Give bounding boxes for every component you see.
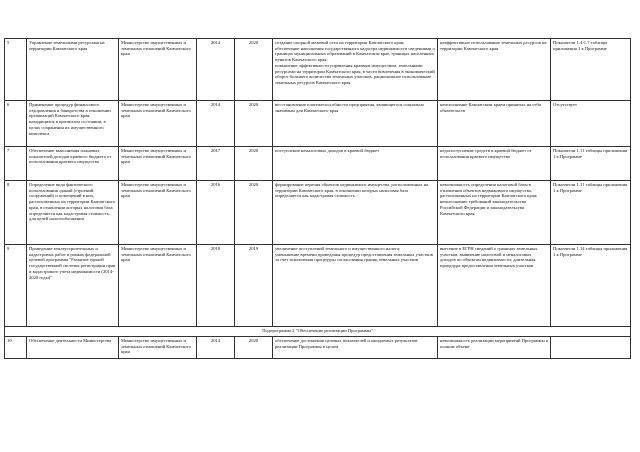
table-row — [5, 181, 631, 245]
non-implementation-consequences: неэффективное использование земельных ресурсов на территории Камчатского края — [438, 39, 551, 101]
end-year: 2020 — [235, 39, 273, 101]
program-measures-table — [4, 38, 631, 359]
non-implementation-consequences: недопоступление средств в краевой бюджет от использования краевого имущества — [438, 147, 551, 181]
expected-result: поступление неналоговых доходов в краевой бюджет — [273, 147, 438, 181]
row-number: 9 — [5, 245, 27, 327]
subprogram-row — [5, 327, 631, 337]
indicator-link: Показатели 1.11 таблицы приложения 1 к Программе — [551, 181, 631, 245]
table-row — [5, 39, 631, 101]
executor: Министерство имущественных и земельных отношений Камчатского края — [119, 147, 197, 181]
table-row — [5, 147, 631, 181]
measure-name: Определение вида фактического использования зданий (строений, сооружений) и помещений в них, расположенных на территории Камчатского края, в отношении которых налоговая база определяется как кадастровая стоимость, для целей налогообложения — [27, 181, 119, 245]
end-year: 2020 — [235, 101, 273, 147]
row-number: 10 — [5, 337, 27, 359]
table-row — [5, 101, 631, 147]
executor: Министерство имущественных и земельных отношений Камчатского края — [119, 245, 197, 327]
executor: Министерство имущественных и земельных отношений Камчатского края — [119, 101, 197, 147]
subprogram-title: Подпрограмма 2 "Обеспечение реализации Программы" — [5, 327, 631, 337]
start-year: 2014 — [197, 101, 235, 147]
measure-name: Обеспечение деятельности Министерства — [27, 337, 119, 359]
expected-result: создание опорной межевой сети на территории Камчатского края; обеспечение наполнения государственного кадастра недвижимости сведениями о границах муниципальных образований в Камчатском крае, границах населенных пунктов Камчатского края; повышение эффективности управления краевым имуществом, земельными ресурсами на территории Камчатского края, в части вовлечения в экономический оборот большего количества земельных участков, рациональное использование земельных ресурсов Камчатского края — [273, 39, 438, 101]
indicator-link: Показатели 1.11 таблицы приложения 1 к Программе — [551, 147, 631, 181]
end-year: 2019 — [235, 245, 273, 327]
measure-name: Проведение землеустроительных и кадастровых работ в рамках федеральной целевой программы "Развитие единой государственной системы регистрации прав и кадастрового учета недвижимости (2014-2020 годы)" — [27, 245, 119, 327]
measure-name: Применение процедур финансового оздоровления и банкротства в отношении организаций Камчатского края, находящихся в кризисном состоянии, в целях сохранения их имущественного комплекса — [27, 101, 119, 147]
executor: Министерство имущественных и земельных отношений Камчатского края — [119, 39, 197, 101]
expected-result: увеличение поступлений земельного и имущественного налога; уменьшение времени проведения процедур предоставления земельных участков за счет исключения процедуры согласования границ земельных участков — [273, 245, 438, 327]
table-row — [5, 337, 631, 359]
start-year: 2014 — [197, 337, 235, 359]
row-number: 8 — [5, 181, 27, 245]
indicator-link: Показатели 1.4-1.7 таблицы приложения 1 к Программе — [551, 39, 631, 101]
row-number: 7 — [5, 147, 27, 181]
end-year: 2020 — [235, 147, 273, 181]
non-implementation-consequences: невозможность реализации мероприятий Программы в полном объеме — [438, 337, 551, 359]
indicator-link — [551, 337, 631, 359]
expected-result: восстановление платежеспособности предприятия, являющегося социально значимым для Камчатского края — [273, 101, 438, 147]
executor: Министерство имущественных и земельных отношений Камчатского края — [119, 337, 197, 359]
measure-name: Управление земельными ресурсами на территории Камчатского края — [27, 39, 119, 101]
end-year: 2020 — [235, 181, 273, 245]
indicator-link: Отсутствует — [551, 101, 631, 147]
end-year: 2020 — [235, 337, 273, 359]
row-number: 5 — [5, 39, 27, 101]
start-year: 2014 — [197, 39, 235, 101]
start-year: 2018 — [197, 245, 235, 327]
table-row — [5, 245, 631, 327]
expected-result: обеспечение достижения целевых показателей и ожидаемых результатов реализации Программы в целом — [273, 337, 438, 359]
non-implementation-consequences: неисполнение Камчатским краем принятых на себя обязательств — [438, 101, 551, 147]
executor: Министерство имущественных и земельных отношений Камчатского края — [119, 181, 197, 245]
start-year: 2017 — [197, 147, 235, 181]
indicator-link: Показатели 1.14 таблицы приложения 1 к Программе — [551, 245, 631, 327]
row-number: 6 — [5, 101, 27, 147]
non-implementation-consequences: внесение в ЕГРН сведений о границах земельных участков, выявление налоговой и неналоговых доходов по объектам недвижимости; длительная процедура предоставления земельных участков — [438, 245, 551, 327]
expected-result: формирование перечня объектов недвижимого имущества, расположенных на территории Камчатского края, в отношении которых налоговая база определяется как кадастровая стоимость — [273, 181, 438, 245]
start-year: 2016 — [197, 181, 235, 245]
non-implementation-consequences: невозможность определения налоговой базы в отношении объектов недвижимого имущества, расположенных на территории Камчатского края; неисполнение требований законодательства Российской Федерации и законодательства Камчатского края — [438, 181, 551, 245]
measure-name: Обеспечение выполнения плановых показателей доходов краевого бюджета от использования краевого имущества — [27, 147, 119, 181]
